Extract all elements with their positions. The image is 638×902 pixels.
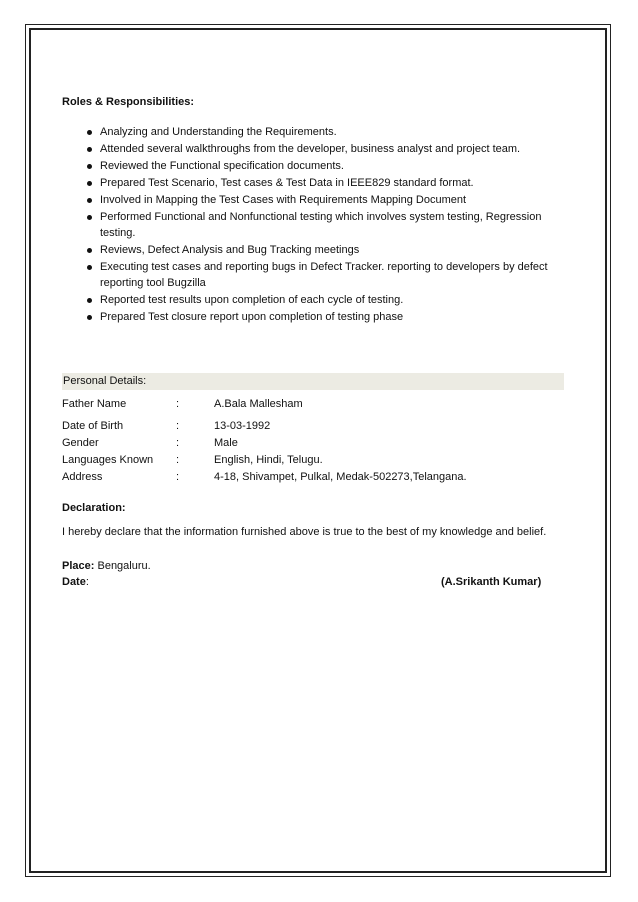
list-item: Reported test results upon completion of each cycle of testing.: [62, 292, 562, 308]
date-line: [62, 574, 89, 590]
bullet-icon: [87, 181, 92, 186]
field-colon: :: [176, 437, 180, 449]
field-value: English, Hindi, Telugu.: [214, 454, 323, 466]
personal-details-heading: Personal Details:: [62, 373, 564, 390]
declaration-heading: Declaration:: [62, 502, 126, 514]
list-item: Involved in Mapping the Test Cases with Requirements Mapping Document: [62, 192, 562, 208]
list-item: Reviews, Defect Analysis and Bug Tracking meetings: [62, 242, 562, 258]
personal-row-father-name: [62, 396, 562, 412]
list-item: Executing test cases and reporting bugs in Defect Tracker. reporting to developers by defect reporting tool Bugzilla: [62, 259, 562, 291]
place-line: [62, 558, 151, 574]
field-colon: :: [176, 398, 180, 410]
bullet-icon: [87, 147, 92, 152]
personal-row-gender: [62, 435, 562, 451]
bullet-icon: [87, 265, 92, 270]
list-item: Performed Functional and Nonfunctional testing which involves system testing, Regression testing.: [62, 209, 562, 241]
bullet-icon: [87, 315, 92, 320]
field-value: Male: [214, 437, 238, 449]
field-label: Gender: [62, 437, 99, 449]
field-value: 4-18, Shivampet, Pulkal, Medak-502273,Telangana.: [214, 471, 467, 483]
list-item: Reviewed the Functional specification documents.: [62, 158, 562, 174]
field-colon: :: [176, 420, 180, 432]
place-label: Place:: [62, 560, 95, 572]
roles-heading: Roles & Responsibilities:: [62, 96, 195, 108]
bullet-icon: [87, 130, 92, 135]
field-colon: :: [176, 454, 180, 466]
personal-row-languages: [62, 452, 562, 468]
bullet-icon: [87, 164, 92, 169]
field-label: Languages Known: [62, 454, 154, 466]
field-label: Date of Birth: [62, 420, 124, 432]
bullet-icon: [87, 298, 92, 303]
signature-name: (A.Srikanth Kumar): [441, 576, 542, 588]
field-colon: :: [176, 471, 180, 483]
bullet-icon: [87, 198, 92, 203]
personal-row-date-of-birth: [62, 418, 562, 434]
bullet-icon: [87, 248, 92, 253]
field-value: 13-03-1992: [214, 420, 271, 432]
bullet-icon: [87, 215, 92, 220]
list-item: Analyzing and Understanding the Requirements.: [62, 124, 562, 140]
declaration-text: I hereby declare that the information furnished above is true to the best of my knowledge and belief.: [62, 526, 547, 538]
personal-row-address: [62, 469, 562, 485]
field-label: Father Name: [62, 398, 127, 410]
list-item: Prepared Test Scenario, Test cases & Test Data in IEEE829 standard format.: [62, 175, 562, 191]
list-item: Attended several walkthroughs from the developer, business analyst and project team.: [62, 141, 562, 157]
date-colon: :: [85, 576, 89, 588]
date-label: Date: [62, 576, 86, 588]
list-item: Prepared Test closure report upon completion of testing phase: [62, 309, 562, 325]
roles-list: [62, 124, 562, 326]
field-value: A.Bala Mallesham: [214, 398, 303, 410]
place-value: Bengaluru.: [97, 560, 151, 572]
field-label: Address: [62, 471, 103, 483]
